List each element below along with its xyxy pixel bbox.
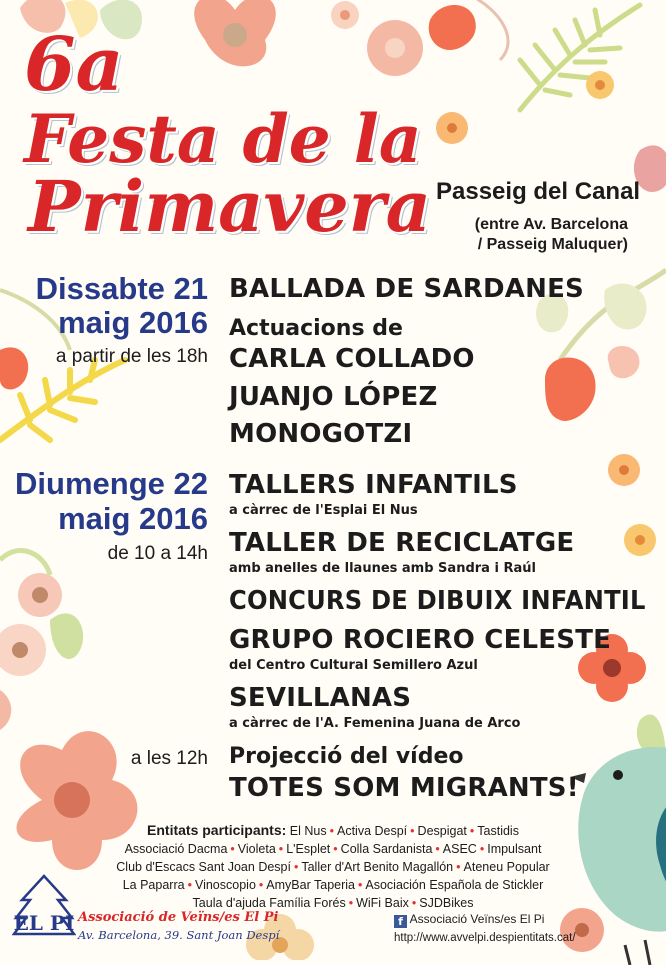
entitat: Ateneu Popular [463, 860, 550, 874]
entitat: Taller d'Art Benito Magallón [301, 860, 454, 874]
entitats-line-5: Taula d'ajuda Família Forés • WiFi Baix • SJDBikes [192, 896, 474, 910]
facebook-icon: f [394, 915, 407, 928]
saturday-time: a partir de les 18h [55, 346, 208, 367]
event-taller-reciclatge: TALLER DE RECICLATGE [229, 528, 575, 558]
saturday-month: maig 2016 [58, 305, 208, 340]
entitat: Violeta [237, 842, 276, 856]
event-tallers-infantils-sub: a càrrec de l'Esplai El Nus [229, 503, 418, 518]
entitat: Vinoscopio [194, 878, 256, 892]
sunday-time: de 10 a 14h [107, 543, 208, 564]
event-sevillanas-sub: a càrrec de l'A. Femenina Juana de Arco [229, 716, 521, 731]
org-name: Associació de Veïns/es El Pi [78, 910, 279, 925]
event-actuacions: Actuacions de [229, 316, 403, 341]
event-sardanes: BALLADA DE SARDANES [229, 274, 584, 304]
venue-sub-2: / Passeig Maluquer) [477, 236, 628, 253]
entitat: Colla Sardanista [340, 842, 433, 856]
website-url[interactable]: http://www.avvelpi.despientitats.cat/ [394, 932, 576, 944]
entitat: Taula d'ajuda Família Forés [192, 896, 346, 910]
entitat: SJDBikes [419, 896, 474, 910]
entitats-line-1: Entitats participants: El Nus • Activa Despí • Despigat • Tastidis [147, 822, 519, 838]
artist-monogotzi: MONOGOTZI [229, 419, 413, 449]
event-grupo-rociero-sub: del Centro Cultural Semillero Azul [229, 658, 478, 673]
entitats-label: Entitats participants: [147, 822, 287, 838]
event-tallers-infantils: TALLERS INFANTILS [229, 470, 518, 500]
entitat: Activa Despí [336, 824, 408, 838]
venue-name: Passeig del Canal [436, 178, 641, 205]
entitat: Tastidis [477, 824, 519, 838]
entitat: El Nus [289, 824, 327, 838]
entitats-line-3: Club d'Escacs Sant Joan Despí • Taller d'Art Benito Magallón • Ateneu Popular [116, 860, 550, 874]
org-block [78, 910, 279, 942]
entitats-line-4: La Paparra • Vinoscopio • AmyBar Taperia • Asociación Española de Stickler [122, 878, 544, 892]
facebook-label: Associació Veïns/es El Pi [409, 912, 545, 926]
event-concurs-dibuix: CONCURS DE DIBUIX INFANTIL [229, 586, 646, 616]
venue-sub-1: (entre Av. Barcelona [474, 216, 628, 233]
video-title: TOTES SOM MIGRANTS! [229, 773, 579, 803]
entitat: Associació Dacma [124, 842, 228, 856]
entitat: Club d'Escacs Sant Joan Despí [116, 860, 291, 874]
artist-juanjo-lopez: JUANJO LÓPEZ [229, 382, 438, 412]
entitat: AmyBar Taperia [266, 878, 355, 892]
video-time: a les 12h [130, 748, 208, 769]
entitat: La Paparra [122, 878, 185, 892]
entitat: Asociación Española de Stickler [365, 878, 544, 892]
event-sevillanas: SEVILLANAS [229, 683, 412, 713]
sunday-month: maig 2016 [58, 501, 208, 536]
entitat: L'Esplet [286, 842, 331, 856]
event-taller-reciclatge-sub: amb anelles de llaunes amb Sandra i Raúl [229, 561, 536, 576]
saturday-date: Dissabte 21 [35, 271, 208, 306]
artist-carla-collado: CARLA COLLADO [229, 344, 475, 374]
video-label: Projecció del vídeo [229, 744, 464, 769]
event-grupo-rociero: GRUPO ROCIERO CELESTE [229, 625, 612, 655]
entitat: WiFi Baix [356, 896, 409, 910]
sunday-date: Diumenge 22 [15, 466, 208, 501]
svg-text:EL PI: EL PI [13, 911, 75, 935]
pine-tree-logo [12, 872, 76, 952]
title-line-1: Festa de la [24, 100, 422, 178]
org-address: Av. Barcelona, 39. Sant Joan Despí [78, 928, 280, 942]
edition-number: 6a [24, 22, 124, 108]
entitat: Impulsant [487, 842, 542, 856]
entitat: Despigat [417, 824, 467, 838]
title-line-2: Primavera [28, 165, 431, 248]
entitats-line-2: Associació Dacma • Violeta • L'Esplet • Colla Sardanista • ASEC • Impulsant [124, 842, 542, 856]
entitat: ASEC [442, 842, 477, 856]
facebook-link[interactable] [394, 912, 544, 928]
